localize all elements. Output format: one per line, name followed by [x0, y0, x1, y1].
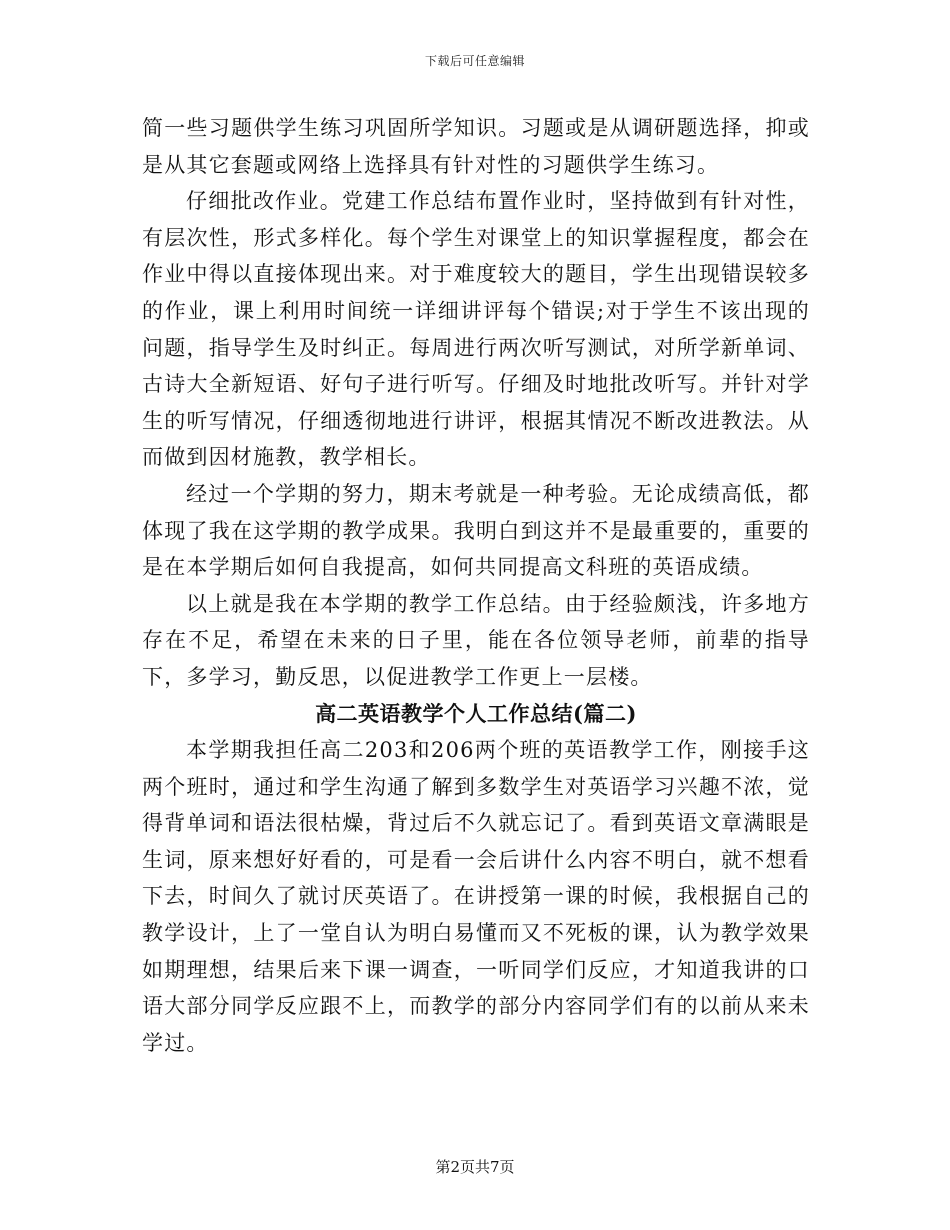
document-body [142, 110, 810, 1061]
page-header: 下载后可任意编辑 [424, 54, 525, 68]
section-title: 高二英语教学个人工作总结(篇二) [315, 700, 637, 726]
paragraph-homework: 仔细批改作业。党建工作总结布置作业时，坚持做到有针对性，有层次性，形式多样化。每个学生对课堂上的知识掌握程度，都会在作业中得以直接体现出来。对于难度较大的题目，学生出现错误较多的作业，课上利用时间统一详细讲评每个错误;对于学生不该出现的问题，指导学生及时纠正。每周进行两次听写测试，对所学新单词、古诗大全新短语、好句子进行听写。仔细及时地批改听写。并针对学生的听写情况，仔细透彻地进行讲评，根据其情况不断改进教法。从而做到因材施教，教学相长。 [142, 189, 810, 470]
paragraph-part-two: 本学期我担任高二203和206两个班的英语教学工作，刚接手这两个班时，通过和学生沟通了解到多数学生对英语学习兴趣不浓，觉得背单词和语法很枯燥，背过后不久就忘记了。看到英语文章满眼是生词，原来想好好看的，可是看一会后讲什么内容不明白，就不想看下去，时间久了就讨厌英语了。在讲授第一课的时候，我根据自己的教学设计，上了一堂自认为明白易懂而又不死板的课，认为教学效果如期理想，结果后来下课一调查，一听同学们反应，才知道我讲的口语大部分同学反应跟不上，而教学的部分内容同学们有的以前从来未学过。 [142, 738, 810, 1055]
paragraph-continuation: 简一些习题供学生练习巩固所学知识。习题或是从调研题选择，抑或是从其它套题或网络上选择具有针对性的习题供学生练习。 [142, 116, 810, 177]
paragraph-final-exam: 经过一个学期的努力，期末考就是一种考验。无论成绩高低，都体现了我在这学期的教学成果。我明白到这并不是最重要的，重要的是在本学期后如何自我提高，如何共同提高文科班的英语成绩。 [142, 481, 810, 580]
page-number: 第2页共7页 [435, 1158, 515, 1176]
paragraph-conclusion: 以上就是我在本学期的教学工作总结。由于经验颇浅，许多地方存在不足，希望在未来的日子里，能在各位领导老师，前辈的指导下，多学习，勤反思，以促进教学工作更上一层楼。 [142, 591, 810, 689]
